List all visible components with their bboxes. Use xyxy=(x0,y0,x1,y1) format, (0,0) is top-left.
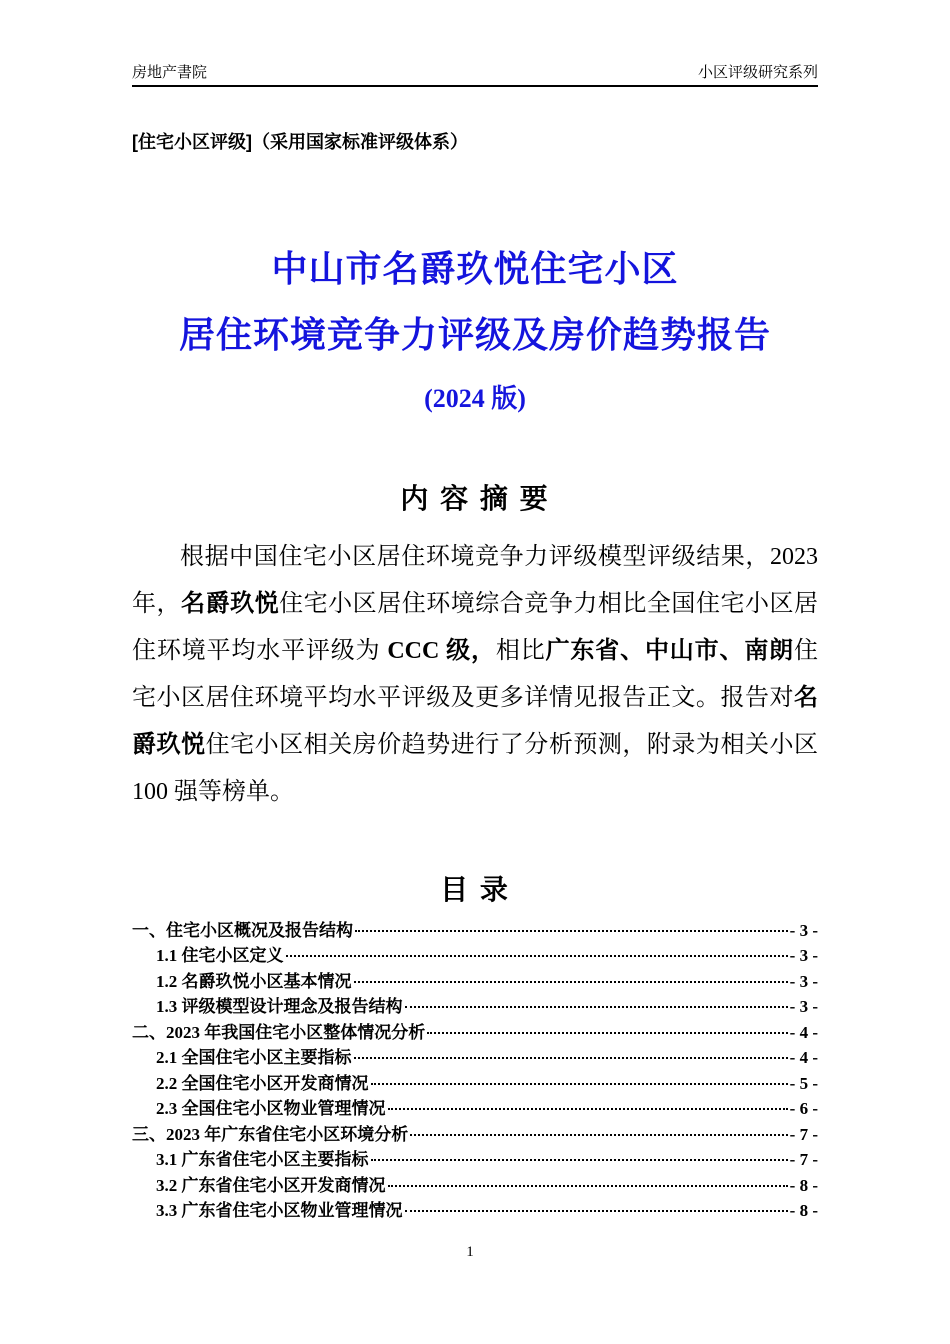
toc-page-number: - 8 - xyxy=(789,1175,818,1195)
summary-text-bold: 名爵玖悦 xyxy=(181,591,280,618)
toc-leader-dots xyxy=(371,1159,788,1161)
toc-entry xyxy=(132,994,818,1020)
toc-entry xyxy=(132,1071,818,1097)
toc-leader-dots xyxy=(405,1006,788,1008)
toc-leader-dots xyxy=(405,1210,788,1212)
toc-entry-label: 3.3 广东省住宅小区物业管理情况 xyxy=(156,1201,403,1221)
toc-entry xyxy=(132,918,818,944)
toc-entry-label: 1.1 住宅小区定义 xyxy=(156,946,284,966)
toc-page-number: - 3 - xyxy=(789,946,818,966)
summary-heading: 内 容 摘 要 xyxy=(400,482,550,514)
toc-entry-label: 一、住宅小区概况及报告结构 xyxy=(132,920,353,940)
toc-heading: 目 录 xyxy=(440,874,510,906)
toc-leader-dots xyxy=(355,930,788,932)
toc-entry-label: 2.3 全国住宅小区物业管理情况 xyxy=(156,1099,386,1119)
toc-entry xyxy=(132,969,818,995)
toc-entry-label: 2.2 全国住宅小区开发商情况 xyxy=(156,1073,369,1093)
toc-entry xyxy=(132,1020,818,1046)
toc-leader-dots xyxy=(427,1032,787,1034)
page-number: 1 xyxy=(466,1244,474,1260)
toc-page-number: - 3 - xyxy=(789,971,818,991)
toc-entry-label: 3.1 广东省住宅小区主要指标 xyxy=(156,1150,369,1170)
summary-text: 根据中国住宅小区居住环境竞争力评级模型评级结果，2023 年， xyxy=(132,544,818,618)
summary-text: 住宅小区居住环境综合竞争力相比全国住宅小区居住环境平均水平评级为 xyxy=(132,591,819,665)
toc-leader-dots xyxy=(286,955,788,957)
header-left-text: 房地产書院 xyxy=(132,64,208,81)
report-type-line: [住宅小区评级]（采用国家标准评级体系） xyxy=(132,132,468,152)
toc-entry xyxy=(132,943,818,969)
toc-leader-dots xyxy=(354,1057,788,1059)
toc-leader-dots xyxy=(371,1083,788,1085)
toc-leader-dots xyxy=(388,1185,788,1187)
toc-entry xyxy=(132,1147,818,1173)
header-right-text: 小区评级研究系列 xyxy=(697,64,818,81)
toc-entry xyxy=(132,1096,818,1122)
toc-entry xyxy=(132,1122,818,1148)
report-title-line2: 居住环境竞争力评级及房价趋势报告 xyxy=(178,314,771,355)
toc-page-number: - 4 - xyxy=(789,1048,818,1068)
toc-entry-label: 三、2023 年广东省住宅小区环境分析 xyxy=(132,1124,409,1144)
table-of-contents xyxy=(132,918,818,1224)
summary-text-bold: CCC 级， xyxy=(387,638,496,665)
summary-text: 相比 xyxy=(495,638,546,665)
toc-entry xyxy=(132,1045,818,1071)
toc-page-number: - 7 - xyxy=(789,1150,818,1170)
toc-entry xyxy=(132,1173,818,1199)
summary-text-bold: 名爵玖悦 xyxy=(132,685,818,759)
toc-page-number: - 6 - xyxy=(789,1099,818,1119)
summary-paragraph xyxy=(132,534,818,816)
summary-text-bold: 广东省、中山市、南朗 xyxy=(545,638,795,665)
toc-entry-label: 二、2023 年我国住宅小区整体情况分析 xyxy=(132,1022,426,1042)
page-header xyxy=(132,0,818,87)
toc-page-number: - 7 - xyxy=(789,1124,818,1144)
toc-leader-dots xyxy=(410,1134,787,1136)
toc-entry-label: 1.3 评级模型设计理念及报告结构 xyxy=(156,997,403,1017)
toc-page-number: - 3 - xyxy=(789,920,818,940)
toc-page-number: - 8 - xyxy=(789,1201,818,1221)
summary-text: 住宅小区居住环境平均水平评级及更多详情见报告正文。报告对 xyxy=(132,638,819,712)
summary-text: 住宅小区相关房价趋势进行了分析预测，附录为相关小区 100 强等榜单。 xyxy=(132,732,819,806)
toc-page-number: - 5 - xyxy=(789,1073,818,1093)
toc-entry-label: 1.2 名爵玖悦小区基本情况 xyxy=(156,971,352,991)
toc-entry-label: 2.1 全国住宅小区主要指标 xyxy=(156,1048,352,1068)
toc-page-number: - 4 - xyxy=(789,1022,818,1042)
toc-entry-label: 3.2 广东省住宅小区开发商情况 xyxy=(156,1175,386,1195)
toc-leader-dots xyxy=(388,1108,788,1110)
report-title-edition: (2024 版) xyxy=(424,383,526,413)
toc-leader-dots xyxy=(354,981,788,983)
toc-entry xyxy=(132,1198,818,1224)
toc-page-number: - 3 - xyxy=(789,997,818,1017)
report-title-line1: 中山市名爵玖悦住宅小区 xyxy=(271,249,679,289)
